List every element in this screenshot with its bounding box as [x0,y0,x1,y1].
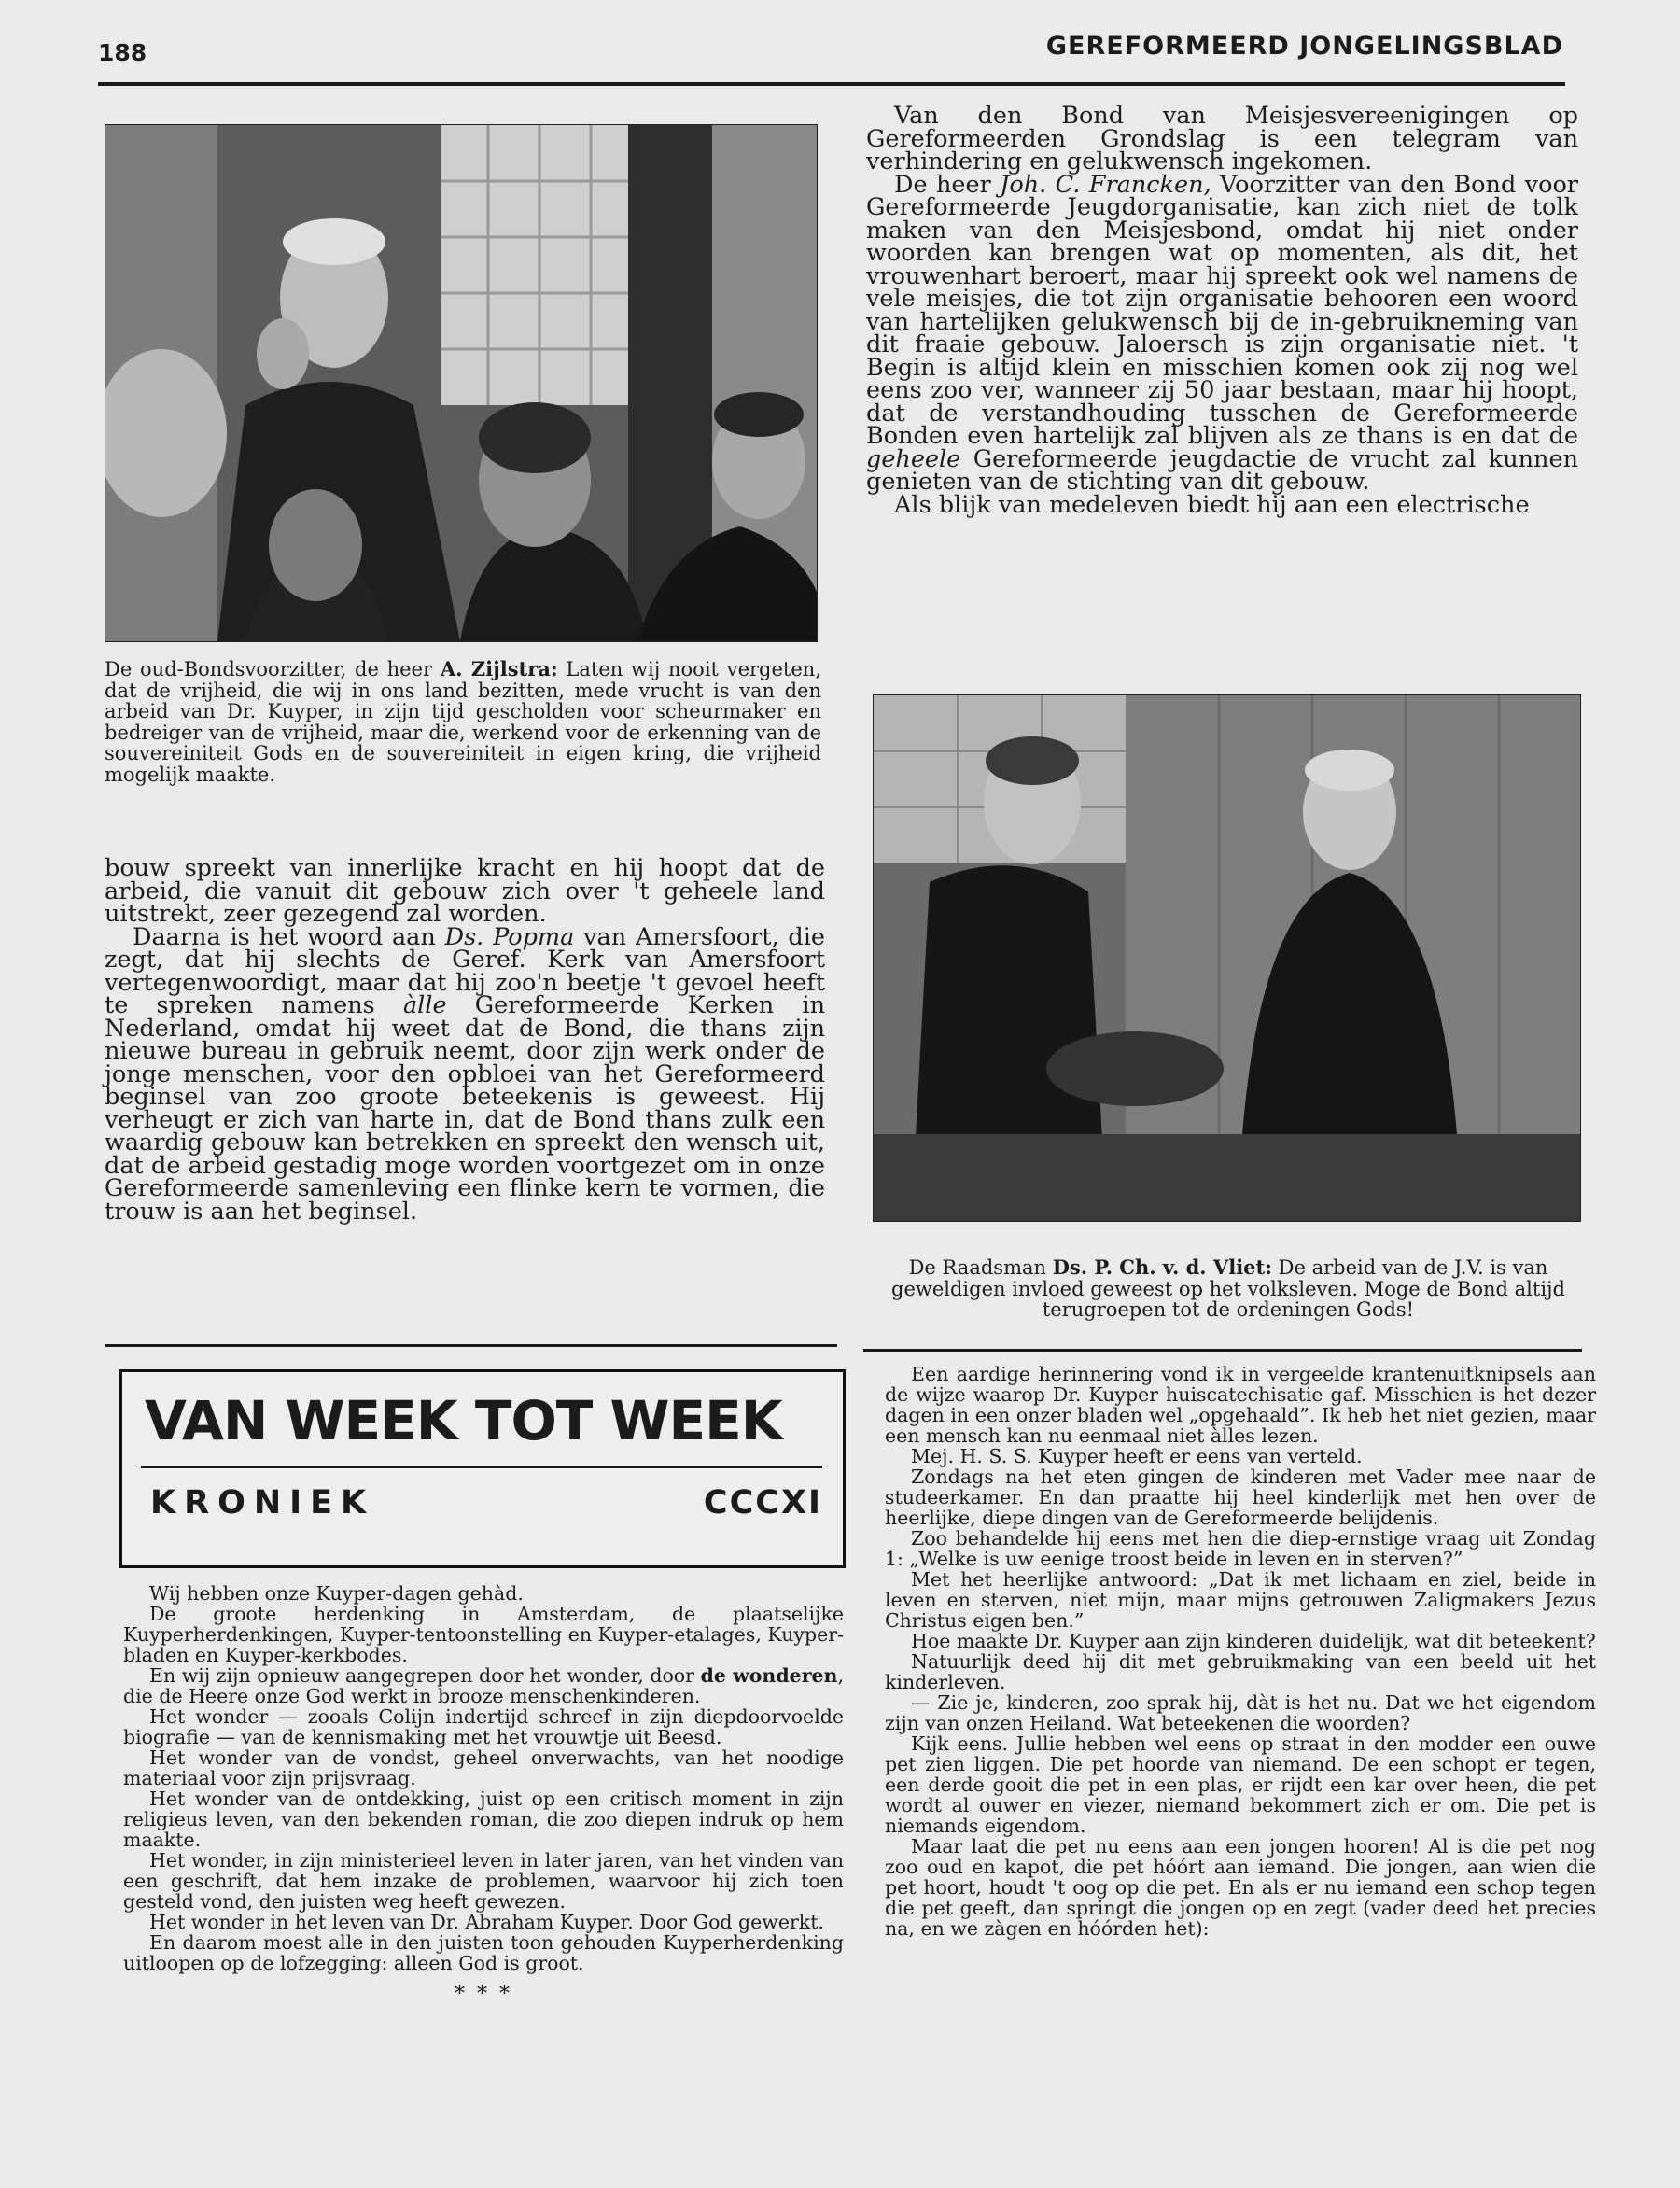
caption-name: Ds. P. Ch. v. d. Vliet: [1052,1255,1272,1279]
paragraph: Kijk eens. Jullie hebben wel eens op straat in den modder een ouwe pet zien liggen. Die pet hoorde van niemand. De een schopt er tegen, een derde gooit die pet in een plas, er rijdt een kar over heen, die pet wordt al ouwer en viezer, niemand bekommert zich er om. Die pet is niemands eigendom. [885,1732,1596,1837]
paragraph: Wij hebben onze Kuyper-dagen gehàd. [149,1582,524,1605]
paragraph: Met het heerlijke antwoord: „Dat ik met lichaam en ziel, beide in leven en sterven, niet mijn, maar mijns getrouwen Zaligmakers Jezus Christus eigen ben.” [885,1568,1596,1632]
paragraph [866,170,1578,496]
caption-intro: De oud-Bondsvoorzitter, de heer [105,658,441,680]
text-run: Voorzitter van den Bond voor Gereformeerde Jeugdorganisatie, kan zich niet de tolk maken van den Meisjesbond, omdat hij niet onder woorden kan brengen wat op momenten, als dit, het vrouwenhart beroert, maar hij spreekt ook wel namens de vele meisjes, die tot zijn organisatie behooren een woord van hartelijken gelukwensch bij de in-gebruikneming van dit fraaie gebouw. Jaloersch is zijn organisatie niet. 't Begin is altijd klein en misschien komen ook zij nog wel eens zoo ver, wanneer zij 50 jaar bestaan, maar hij hoopt, dat de verstandhouding tusschen de Gereformeerde Bonden even hartelijk zal blijven als ze thans is en dat de [866,170,1578,450]
paragraph: De groote herdenking in Amsterdam, de plaatselijke Kuyperherdenkingen, Kuyper-tentoonstelling en Kuyper-etalages, Kuyper-bladen en Kuyper-kerkbodes. [123,1603,844,1666]
right-column-text [866,102,1578,519]
kroniek-subtitle: KRONIEK [150,1484,375,1522]
text-run: van Amersfoort, die zegt, dat hij slechts de Geref. Kerk van Amersfoort vertegenwoordigt, maar dat hij zoo'n beetje 't gevoel heeft te spreken namens [105,922,825,1019]
paragraph: Zoo behandelde hij eens met hen die diep-ernstige vraag uit Zondag 1: „Welke is uw eenige troost beide in leven en in sterven?” [885,1527,1596,1570]
text-run: En wij zijn opnieuw aangegrepen door het wonder, door [149,1664,701,1687]
paragraph: Als blijk van medeleven biedt hij aan een electrische [894,490,1530,519]
paragraph: Het wonder — zooals Colijn indertijd schreef in zijn diepdoorvoelde biografie — van de kennismaking met het vrouwtje uit Beesd. [123,1705,844,1748]
kroniek-left-column [123,1583,844,2005]
paragraph: Het wonder van de vondst, geheel onverwachts, van het noodige materiaal voor zijn prijsvraag. [123,1746,844,1789]
paragraph: Een aardige herinnering vond ik in vergeelde krantenuitknipsels aan de wijze waarop Dr. Kuyper huiscatechisatie gaf. Misschien is het dezer dagen in een onzer bladen wel „opgehaald”. Ik heb het niet gezien, maar een mensch kan nu eenmaal niet àlles lezen. [885,1363,1596,1447]
header-rule [98,82,1565,86]
kroniek-number: CCCXI [703,1484,822,1522]
kroniek-right-column [885,1364,1596,1939]
kroniek-heading-box [119,1369,846,1568]
caption-intro: De Raadsman [908,1256,1053,1279]
paragraph [105,922,825,1226]
kroniek-title: VAN WEEK TOT WEEK [145,1389,782,1452]
section-divider-right [863,1349,1582,1352]
photo-zijlstra-speaking [105,124,818,642]
paragraph: Zondags na het eten gingen de kinderen met Vader mee naar de studeerkamer. En dan praatte hij heel kinderlijk met hen over de heerlijke, diepe dingen van de Gereformeerde belijdenis. [885,1466,1596,1529]
paragraph: Maar laat die pet nu eens aan een jongen hooren! Al is die pet nog zoo oud en kapot, die pet hóórt aan iemand. Die jongen, aan wien die pet hoort, houdt 't oog op die pet. En als er nu iemand een schop tegen die pet geeft, dan springt die jongen op en zegt (vader deed het precies na, en we zàgen en hóórden het): [885,1835,1596,1940]
paragraph: Natuurlijk deed hij dit met gebruikmaking van een beeld uit het kinderleven. [885,1650,1596,1693]
photo-caption-zijlstra [105,659,821,785]
paragraph: Mej. H. S. S. Kuyper heeft er eens van verteld. [911,1445,1363,1467]
person-name: Ds. Popma [444,922,575,951]
section-divider-left [105,1344,837,1347]
paragraph [123,1665,844,1706]
kroniek-inner-rule [141,1466,822,1468]
emphasis: de wonderen [700,1664,838,1687]
caption-text: Laten wij nooit vergeten, dat de vrijheid, die wij in ons land bezitten, mede vrucht is van den arbeid van Dr. Kuyper, in zijn tijd gescholden voor scheurmaker en bedreiger van de vrijheid, maar die, werkend voor de erkenning van de souvereiniteit Gods en de souvereiniteit in eigen kring, die vrijheid mogelijk maakte. [105,658,821,786]
paragraph: Het wonder in het leven van Dr. Abraham Kuyper. Door God gewerkt. [149,1911,824,1933]
text-run: Daarna is het woord aan [133,922,445,951]
page-number: 188 [98,39,147,66]
paragraph: — Zie je, kinderen, zoo sprak hij, dàt is het nu. Dat we het eigendom zijn van onzen Heiland. Wat beteekenen die woorden? [885,1691,1596,1734]
paragraph: En daarom moest alle in den juisten toon gehouden Kuyperherdenking uitloopen op de lofzegging: alleen God is groot. [123,1931,844,1974]
emphasis: àlle [402,991,447,1019]
left-column-text [105,854,825,1226]
emphasis: geheele [866,444,961,473]
text-run: De heer [894,170,1001,199]
text-run: Gereformeerde Kerken in Nederland, omdat hij weet dat de Bond, die thans zijn nieuwe bureau in gebruik neemt, door zijn werk onder de jonge menschen, voor den opbloei van het Gereformeerd beginsel van zoo groote beteekenis is geweest. Hij verheugt er zich van harte in, dat de Bond thans zulk een waardig gebouw kan betrekken en spreekt den wensch uit, dat de arbeid gestadig moge worden voortgezet om in onze Gereformeerde samenleving een flinke kern te vormen, die trouw is aan het beginsel. [105,991,825,1226]
photo-vliet-and-companion [873,694,1581,1222]
paragraph: Van den Bond van Meisjesvereenigingen op Gereformeerden Grondslag is een telegram van verhindering en gelukwensch ingekomen. [866,102,1578,175]
section-break-stars: * * * [455,1983,512,2006]
paragraph: Het wonder van de ontdekking, juist op een critisch moment in zijn religieus leven, van den bekenden roman, die zoo diepen indruk op hem maakte. [123,1788,844,1851]
photo-caption-vliet [873,1257,1584,1321]
caption-text: De arbeid van de J.V. is van geweldigen invloed geweest op het volksleven. Moge de Bond altijd terugroepen tot de ordeningen Gods! [891,1256,1565,1321]
person-name: Joh. C. Francken, [1000,170,1211,199]
running-title: GEREFORMEERD JONGELINGSBLAD [1045,32,1563,61]
text-run: , die de Heere onze God werkt in brooze menschenkinderen. [123,1664,844,1707]
paragraph: Hoe maakte Dr. Kuyper aan zijn kinderen duidelijk, wat dit beteekent? [911,1630,1596,1652]
paragraph: Het wonder, in zijn ministerieel leven in later jaren, van het vinden van een geschrift, dat hem inzake de problemen, waarvoor hij zich toen gesteld vond, den juisten weg heeft gewezen. [123,1849,844,1913]
caption-name: A. Zijlstra: [440,657,558,680]
paragraph: bouw spreekt van innerlijke kracht en hij hoopt dat de arbeid, die vanuit dit gebouw zich over 't geheele land uitstrekt, zeer gezegend zal worden. [105,854,825,928]
text-run: Gereformeerde jeugdactie de vrucht zal kunnen genieten van de stichting van dit gebouw. [866,444,1578,496]
